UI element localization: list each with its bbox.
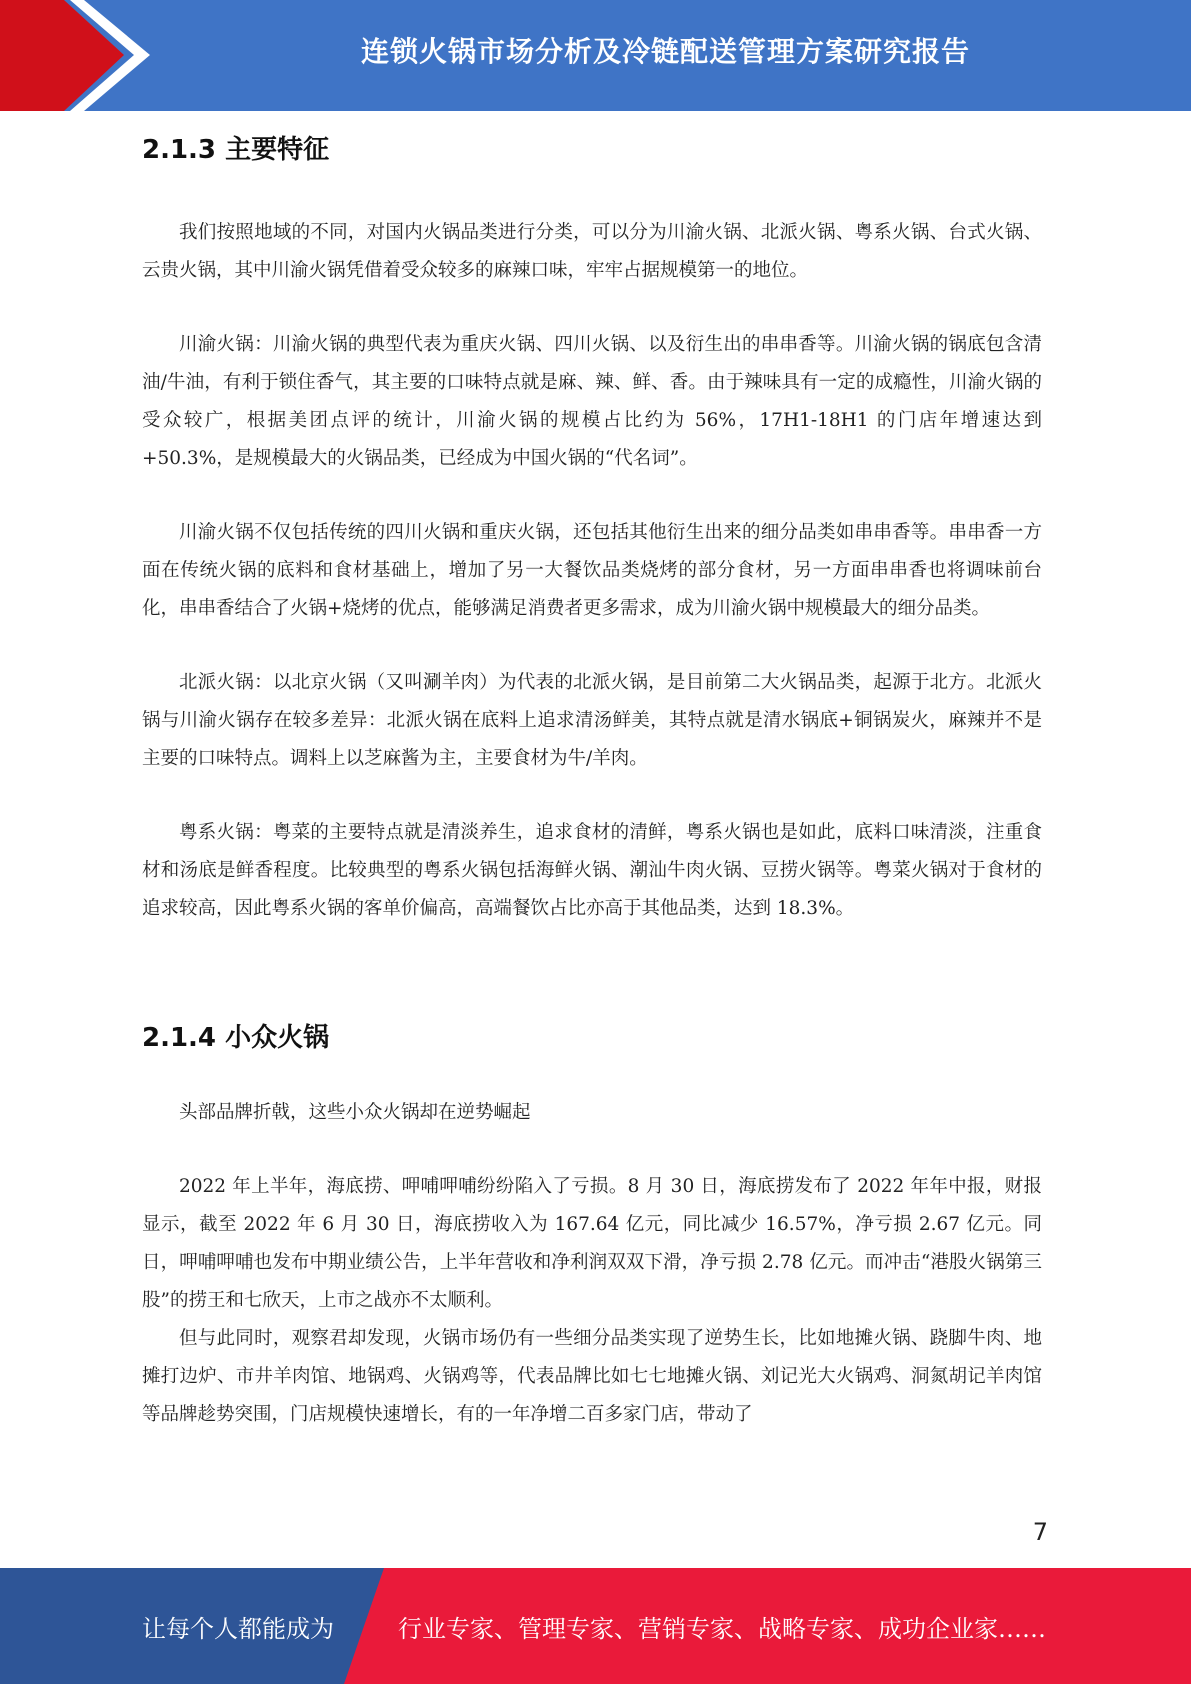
document-title: 连锁火锅市场分析及冷链配送管理方案研究报告 xyxy=(360,35,970,68)
section-heading-2-1-3: 2.1.3 主要特征 xyxy=(142,135,330,165)
paragraph: 我们按照地域的不同，对国内火锅品类进行分类，可以分为川渝火锅、北派火锅、粤系火锅、台式火锅、云贵火锅，其中川渝火锅凭借着受众较多的麻辣口味，牢牢占据规模第一的地位。 xyxy=(142,222,1042,281)
section-intro: 头部品牌折戟，这些小众火锅却在逆势崛起 xyxy=(179,1102,531,1123)
paragraph: 川渝火锅不仅包括传统的四川火锅和重庆火锅，还包括其他衍生出来的细分品类如串串香等。串串香一方面在传统火锅的底料和食材基础上，增加了另一大餐饮品类烧烤的部分食材，另一方面串串香也将调味前台化，串串香结合了火锅+烧烤的优点，能够满足消费者更多需求，成为川渝火锅中规模最大的细分品类。 xyxy=(142,522,1042,619)
page-number: 7 xyxy=(1032,1518,1048,1546)
page-content xyxy=(142,122,1042,1434)
paragraph: 2022 年上半年，海底捞、呷哺呷哺纷纷陷入了亏损。8 月 30 日，海底捞发布了 2022 年年中报，财报显示，截至 2022 年 6 月 30 日，海底捞收入为 167.64 亿元，同比减少 16.57%，净亏损 2.67 亿元。同日，呷哺呷哺也发布中期业绩公告，上半年营收和净利润双双下滑，净亏损 2.78 亿元。而冲击“港股火锅第三股”的捞王和七欣天，上市之战亦不太顺利。 xyxy=(142,1176,1042,1311)
page-header xyxy=(0,0,1191,111)
paragraph: 川渝火锅：川渝火锅的典型代表为重庆火锅、四川火锅、以及衍生出的串串香等。川渝火锅的锅底包含清油/牛油，有利于锁住香气，其主要的口味特点就是麻、辣、鲜、香。由于辣味具有一定的成瘾性，川渝火锅的受众较广，根据美团点评的统计，川渝火锅的规模占比约为 56%，17H1-18H1 的门店年增速达到+50.3%，是规模最大的火锅品类，已经成为中国火锅的“代名词”。 xyxy=(142,334,1042,469)
footer-slogan-left: 让每个人都能成为 xyxy=(142,1614,334,1643)
paragraph: 粤系火锅：粤菜的主要特点就是清淡养生，追求食材的清鲜，粤系火锅也是如此，底料口味清淡，注重食材和汤底是鲜香程度。比较典型的粤系火锅包括海鲜火锅、潮汕牛肉火锅、豆捞火锅等。粤菜火锅对于食材的追求较高，因此粤系火锅的客单价偏高，高端餐饮占比亦高于其他品类，达到 18.3%。 xyxy=(142,822,1042,919)
paragraph: 北派火锅：以北京火锅（又叫涮羊肉）为代表的北派火锅，是目前第二大火锅品类，起源于北方。北派火锅与川渝火锅存在较多差异：北派火锅在底料上追求清汤鲜美，其特点就是清水锅底+铜锅炭火，麻辣并不是主要的口味特点。调料上以芝麻酱为主，主要食材为牛/羊肉。 xyxy=(142,672,1042,769)
paragraph: 但与此同时，观察君却发现，火锅市场仍有一些细分品类实现了逆势生长，比如地摊火锅、跷脚牛肉、地摊打边炉、市井羊肉馆、地锅鸡、火锅鸡等，代表品牌比如七七地摊火锅、刘记光大火锅鸡、洞氮胡记羊肉馆等品牌趁势突围，门店规模快速增长，有的一年净增二百多家门店，带动了 xyxy=(142,1328,1042,1425)
section-heading-2-1-4: 2.1.4 小众火锅 xyxy=(142,1023,330,1053)
footer-slogan-right: 行业专家、管理专家、营销专家、战略专家、成功企业家…… xyxy=(398,1614,1046,1643)
page-footer xyxy=(0,1568,1191,1684)
